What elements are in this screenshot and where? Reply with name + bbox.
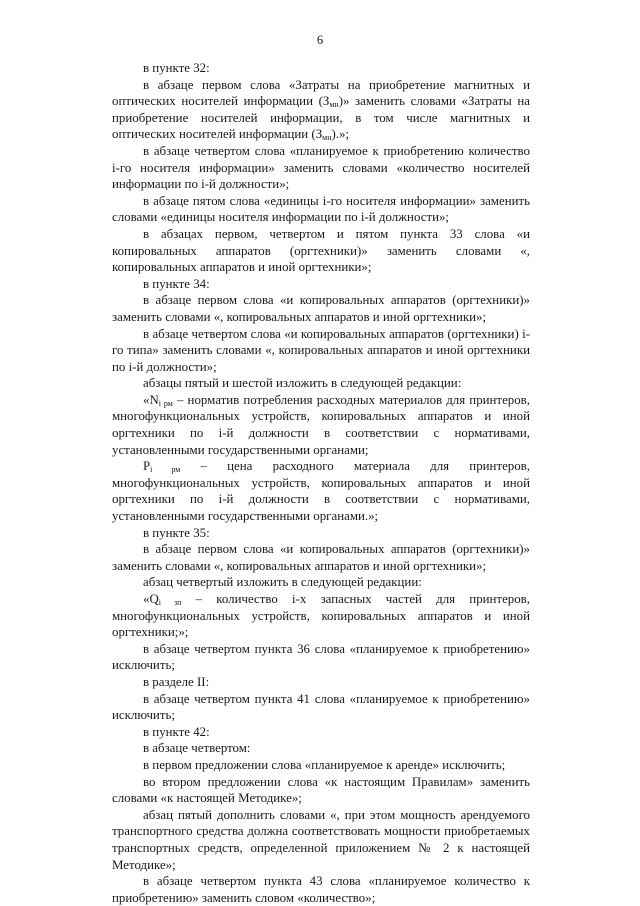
paragraph: в абзаце пятом слова «единицы i-го носителя информации» заменить словами «единицы носителя информации по i-й должности»; <box>112 193 530 225</box>
document-body <box>112 60 530 906</box>
paragraph: в абзаце первом слова «и копировальных аппаратов (оргтехники)» заменить словами «, копировальных аппаратов и иной оргтехники»; <box>112 542 530 573</box>
paragraph: в пункте 35: <box>143 525 210 540</box>
paragraph-text: – цена расходного материала для принтеров, многофункциональных устройств, копировальных аппаратов и иной оргтехники по i-й должности в соответствии с нормативами, установленными государственными органами.»; <box>112 459 530 524</box>
paragraph: в пункте 34: <box>143 276 210 291</box>
paragraph: в пункте 42: <box>143 724 210 739</box>
paragraph: в абзаце четвертом пункта 41 слова «планируемое к приобретению» исключить; <box>112 691 530 723</box>
paragraph-text: в абзаце первом слова «Затраты на приобретение магнитных и оптических носителей информации (З <box>112 77 530 109</box>
paragraph <box>112 392 530 458</box>
paragraph: в разделе II: <box>143 674 210 689</box>
paragraph: в абзаце четвертом пункта 36 слова «планируемое к приобретению» исключить; <box>112 641 530 673</box>
subscript: i рм <box>150 465 181 475</box>
subscript: мн <box>322 133 332 143</box>
paragraph: в абзаце первом слова «и копировальных аппаратов (оргтехники)» заменить словами «, копировальных аппаратов и иной оргтехники»; <box>112 293 530 324</box>
paragraph: в пункте 32: <box>143 61 210 75</box>
paragraph: в абзаце четвертом пункта 43 слова «планируемое количество к приобретению» заменить словом «количество»; <box>112 874 530 905</box>
paragraph: в первом предложении слова «планируемое к аренде» исключить; <box>143 757 506 772</box>
paragraph-text: – количество i-х запасных частей для принтеров, многофункциональных устройств, копировальных аппаратов и иной оргтехники;»; <box>112 592 530 640</box>
paragraph <box>112 591 530 641</box>
paragraph <box>112 77 530 143</box>
subscript: i зп <box>158 598 182 607</box>
paragraph <box>112 458 530 524</box>
paragraph: абзац четвертый изложить в следующей редакции: <box>143 575 422 590</box>
paragraph: в абзацах первом, четвертом и пятом пункта 33 слова «и копировальных аппаратов (оргтехники)» заменить словами «, копировальных аппаратов и иной оргтехники»; <box>112 226 530 275</box>
paragraph-text: «Q <box>143 592 159 606</box>
subscript: мн <box>329 100 339 110</box>
paragraph: в абзаце четвертом слова «планируемое к приобретению количество i-го носителя информации» заменить словами «количество носителей информации по i-й должности»; <box>112 143 530 192</box>
paragraph: во втором предложении слова «к настоящим Правилам» заменить словами «к настоящей Методике»; <box>112 774 530 806</box>
paragraph-text: – норматив потребления расходных материалов для принтеров, многофункциональных устройств, копировальных аппаратов и иной оргтехники по i-й должности в соответствии с нормативами, установленными государственными органами; <box>112 392 530 457</box>
paragraph-text: )» заменить словами «Затраты на приобретение носителей информации, в том числе магнитных и оптических носителей информации (З <box>112 94 530 142</box>
page-number: 6 <box>316 33 324 47</box>
paragraph: в абзаце четвертом слова «и копировальных аппаратов (оргтехники) i-го типа» заменить словами «, копировальных аппаратов и иной оргтехники по i-й должности»; <box>112 326 530 374</box>
paragraph: в абзаце четвертом: <box>143 741 251 756</box>
paragraph-text: «N <box>143 392 159 407</box>
paragraph-text: ).»; <box>331 127 350 142</box>
subscript: i рм <box>158 398 173 408</box>
paragraph: абзац пятый дополнить словами «, при этом мощность арендуемого транспортного средства должна соответствовать мощности приобретаемых транспортных средств, определенной приложением № 2 к настоящей Методике»; <box>112 807 530 872</box>
paragraph-text: P <box>143 459 151 474</box>
paragraph: абзацы пятый и шестой изложить в следующей редакции: <box>143 376 462 391</box>
